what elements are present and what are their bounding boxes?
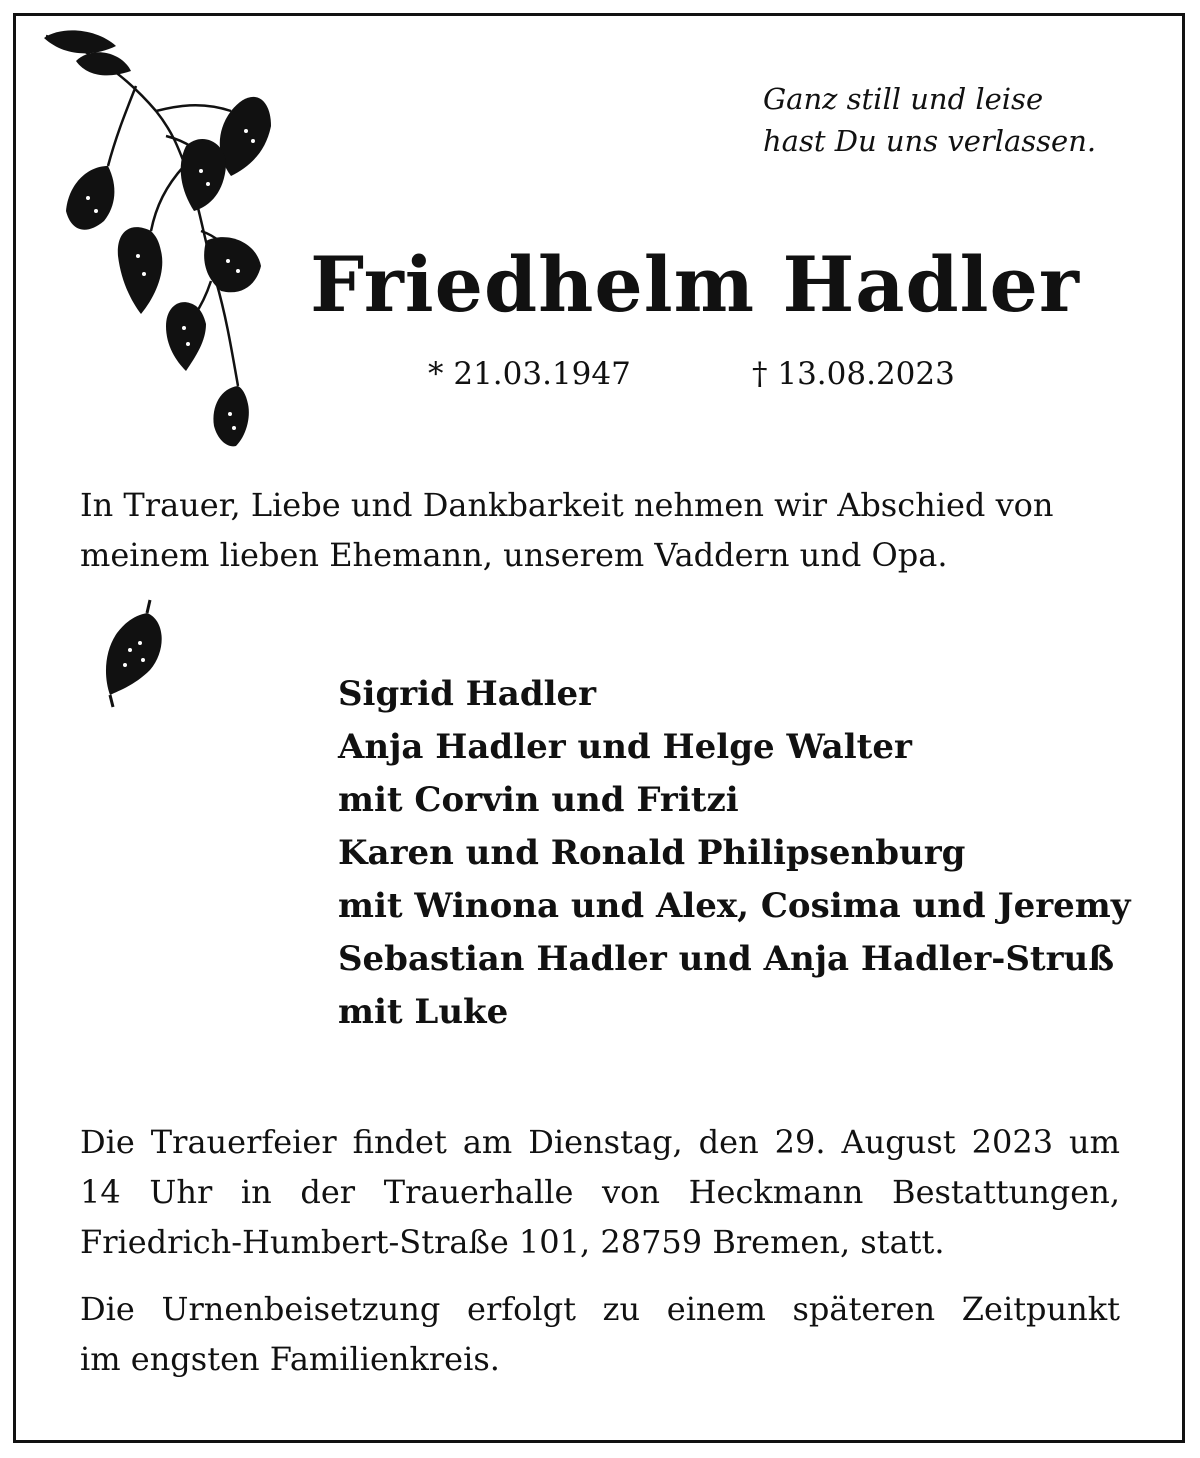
burial-notice [80,1284,1120,1384]
deceased-name: Friedhelm Hadler [310,240,1080,329]
funeral-line-1: Die Trauerfeier findet am Dienstag, den 29. August 2023 um [80,1123,1120,1161]
mourners-list [338,668,1131,1039]
memorial-quote [763,78,1096,162]
mourner-line: Anja Hadler und Helge Walter [338,727,912,767]
intro-text [80,480,1140,580]
mourner-line: mit Luke [338,992,509,1032]
burial-line-1: Die Urnenbeisetzung erfolgt zu einem späteren Zeitpunkt [80,1290,1120,1328]
funeral-notice [80,1117,1120,1267]
leaf-branch-illustration [16,16,286,456]
single-leaf-illustration [95,595,175,710]
mourner-line: mit Corvin und Fritzi [338,780,739,820]
mourner-line: Sebastian Hadler und Anja Hadler-Struß [338,939,1115,979]
funeral-line-2: 14 Uhr in der Trauerhalle von Heckmann Bestattungen, [80,1173,1120,1211]
mourner-line: Karen und Ronald Philipsenburg [338,833,966,873]
quote-line-2: hast Du uns verlassen. [763,124,1097,158]
death-date: † 13.08.2023 [752,356,955,392]
intro-line-1: In Trauer, Liebe und Dankbarkeit nehmen wir Abschied von [80,486,1054,524]
mourner-line: Sigrid Hadler [338,674,597,714]
birth-date: * 21.03.1947 [428,356,631,392]
quote-line-1: Ganz still und leise [763,82,1044,116]
burial-line-2: im engsten Familienkreis. [80,1340,500,1378]
mourner-line: mit Winona und Alex, Cosima und Jeremy [338,886,1131,926]
intro-line-2: meinem lieben Ehemann, unserem Vaddern und Opa. [80,536,948,574]
funeral-line-3: Friedrich-Humbert-Straße 101, 28759 Bremen, statt. [80,1223,945,1261]
